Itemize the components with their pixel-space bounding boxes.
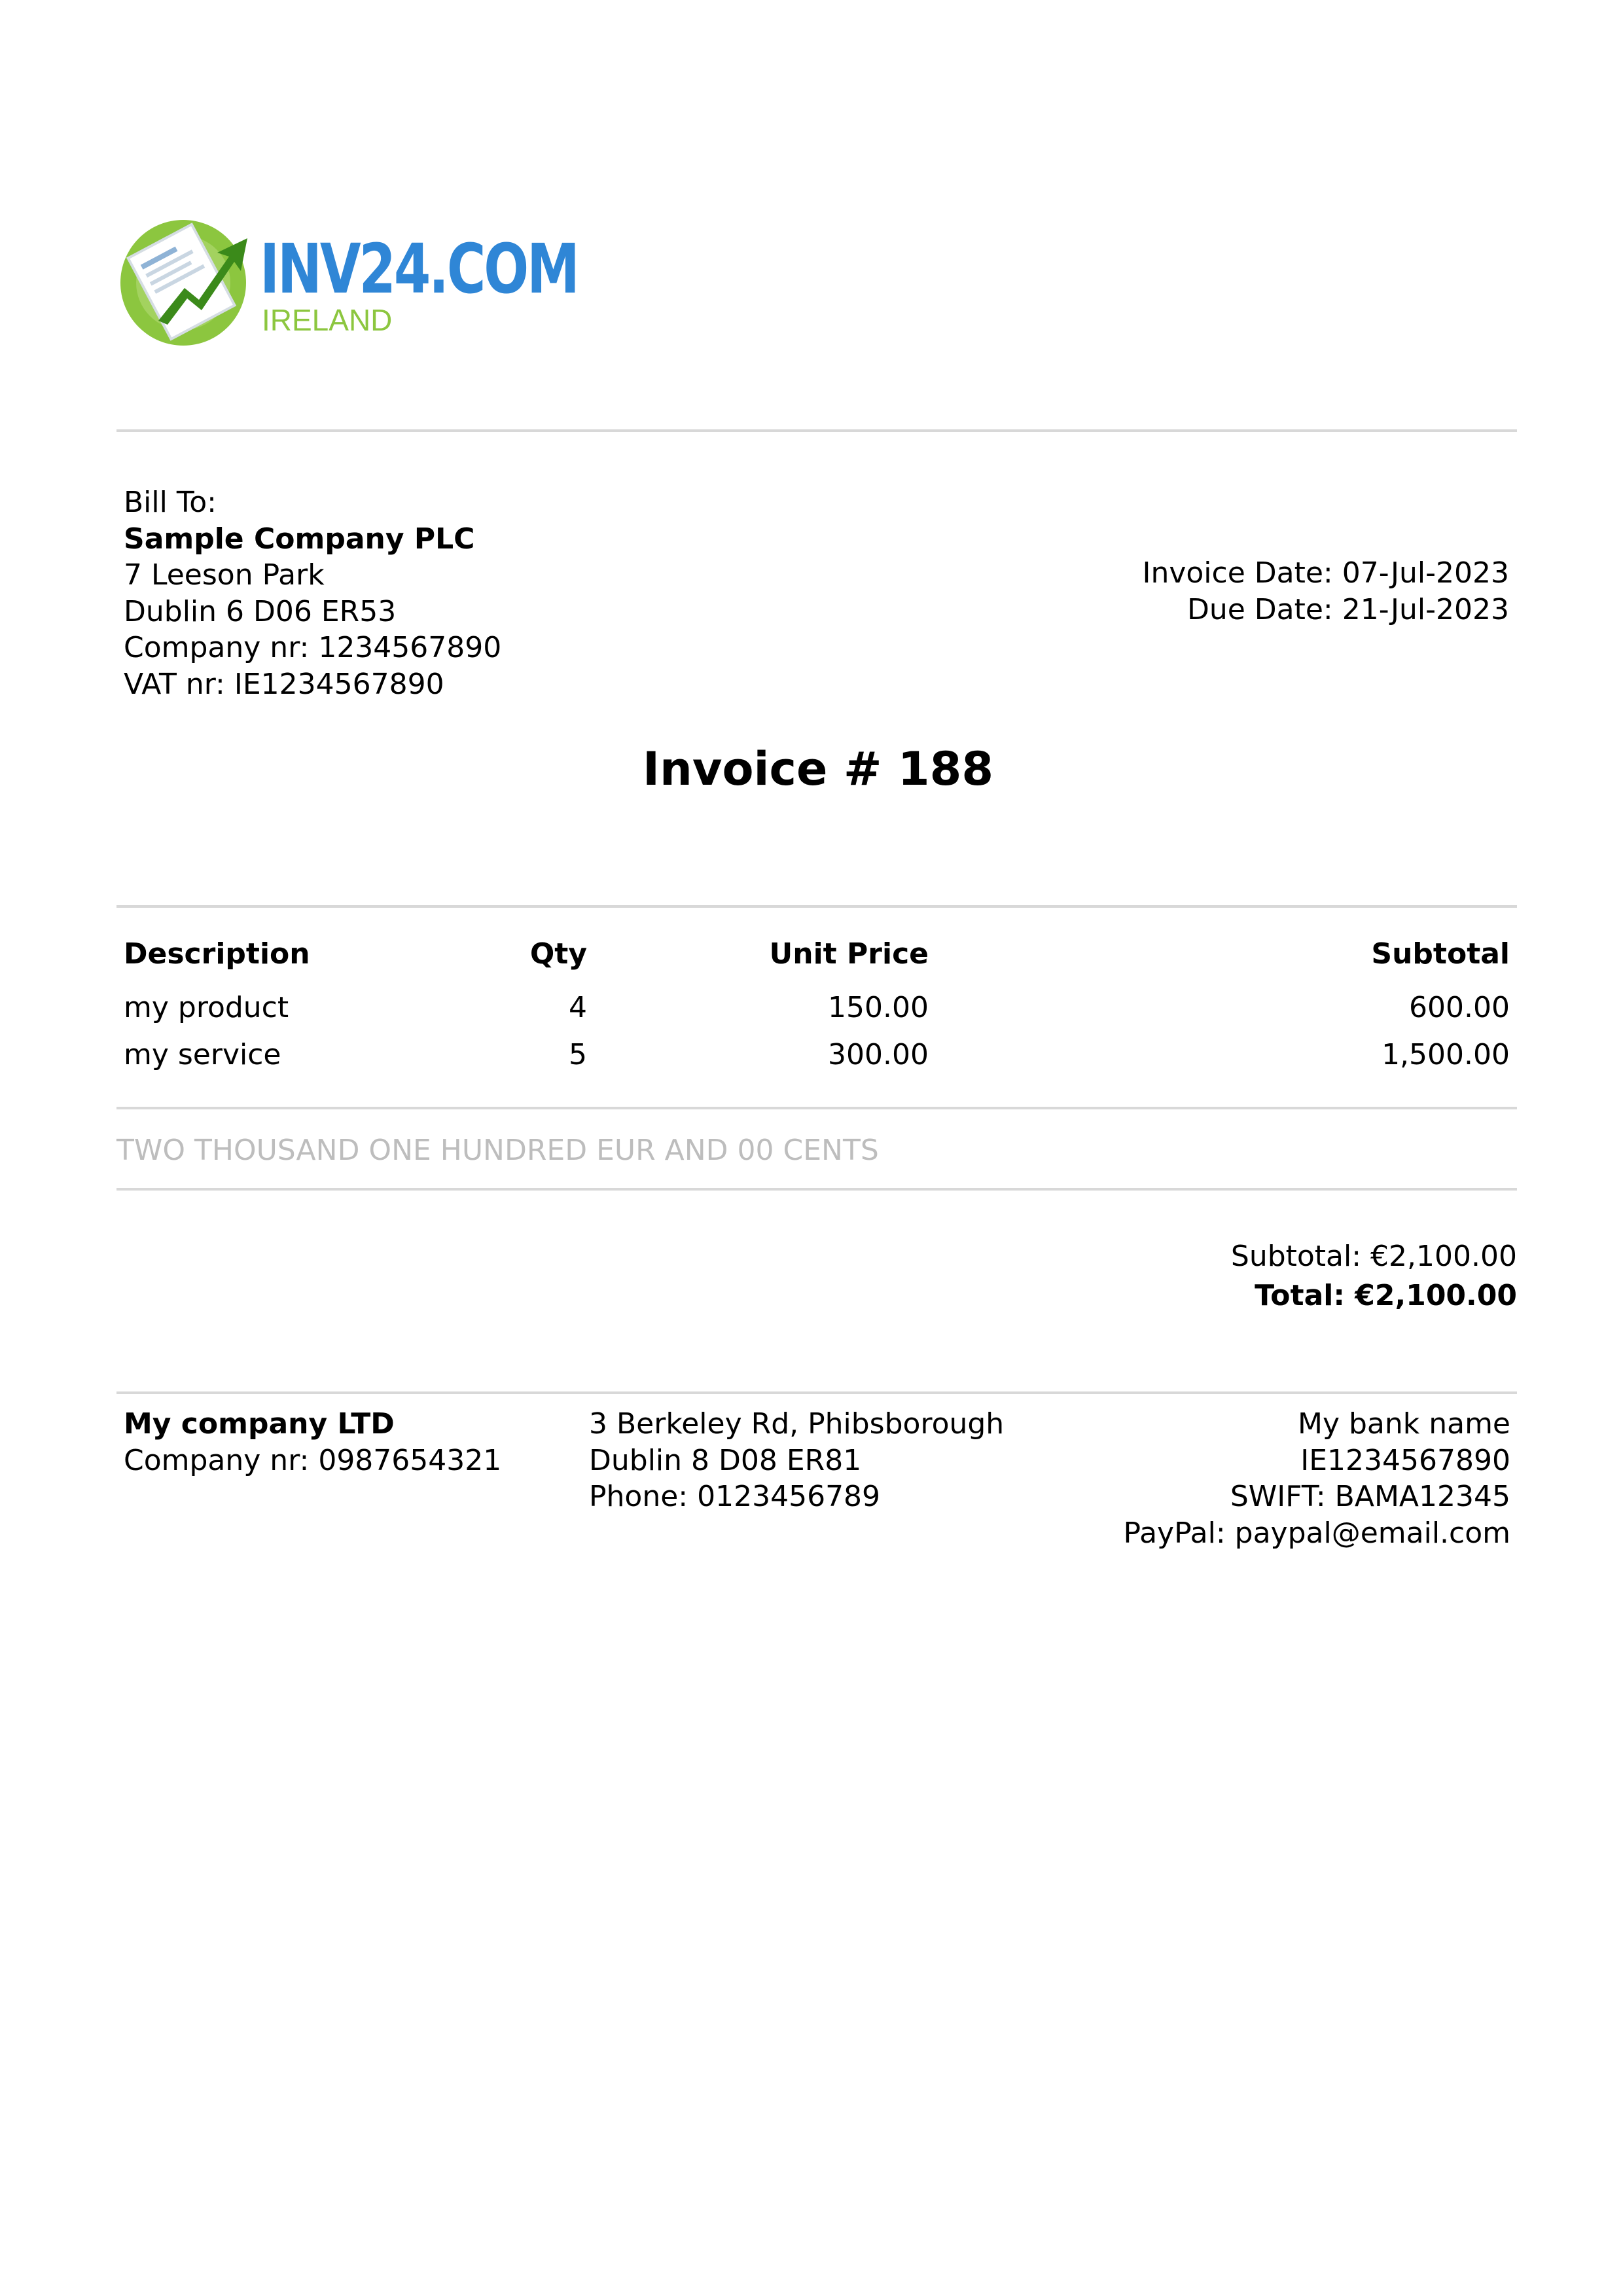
footer-company-name: My company LTD: [124, 1407, 395, 1441]
company-logo: [119, 209, 578, 347]
footer-address-line2: Dublin 8 D08 ER81: [589, 1443, 862, 1477]
footer-iban: IE1234567890: [1300, 1443, 1510, 1477]
footer-divider: [116, 1391, 1517, 1394]
logo-brand-text: INV24.COM: [260, 229, 578, 309]
row-qty: 4: [569, 991, 587, 1024]
footer-bank-name: My bank name: [1297, 1407, 1510, 1441]
totals-subtotal: Subtotal: €2,100.00: [1230, 1240, 1517, 1273]
table-top-divider: [116, 905, 1517, 908]
row-subtotal: 1,500.00: [1382, 1038, 1510, 1071]
bill-to-vat-nr: VAT nr: IE1234567890: [124, 667, 444, 701]
bill-to-label: Bill To:: [124, 486, 217, 519]
amount-in-words: TWO THOUSAND ONE HUNDRED EUR AND 00 CENTS: [116, 1134, 879, 1167]
bill-to-company: Sample Company PLC: [124, 522, 475, 556]
words-divider: [116, 1188, 1517, 1191]
row-description: my product: [124, 991, 289, 1024]
totals-block: [1231, 1237, 1517, 1316]
header-qty: Qty: [529, 937, 587, 971]
header-divider: [116, 429, 1517, 432]
items-table: [124, 936, 1510, 1084]
table-row: [124, 990, 1510, 1037]
table-bottom-divider: [116, 1107, 1517, 1109]
header-subtotal: Subtotal: [1371, 937, 1510, 971]
invoice-dates: [982, 555, 1509, 628]
header-description: Description: [124, 937, 310, 971]
footer-paypal: PayPal: paypal@email.com: [1123, 1516, 1510, 1550]
due-date: Due Date: 21-Jul-2023: [1186, 592, 1509, 626]
bill-to-company-nr: Company nr: 1234567890: [124, 631, 502, 664]
footer-bank: [1124, 1406, 1510, 1551]
bill-to-address-line1: 7 Leeson Park: [124, 558, 325, 592]
row-description: my service: [124, 1038, 281, 1071]
footer-address-line1: 3 Berkeley Rd, Phibsborough: [589, 1407, 1005, 1441]
row-subtotal: 600.00: [1409, 991, 1510, 1024]
row-unit-price: 300.00: [828, 1038, 929, 1071]
logo-region-text: IRELAND: [262, 303, 393, 337]
totals-total: Total: €2,100.00: [1255, 1279, 1517, 1312]
invoice-title: Invoice # 188: [642, 742, 994, 796]
footer-phone: Phone: 0123456789: [589, 1480, 881, 1513]
table-row: [124, 1037, 1510, 1084]
footer-swift: SWIFT: BAMA12345: [1230, 1480, 1510, 1513]
logo-chart-icon: [119, 209, 257, 347]
row-qty: 5: [569, 1038, 587, 1071]
footer-company-nr: Company nr: 0987654321: [124, 1443, 502, 1477]
footer-company: [124, 1406, 501, 1479]
bill-to-block: [124, 484, 501, 702]
bill-to-address-line2: Dublin 6 D06 ER53: [124, 594, 397, 628]
table-header-row: [124, 936, 1510, 990]
row-unit-price: 150.00: [828, 991, 929, 1024]
header-unit-price: Unit Price: [769, 937, 929, 971]
footer-address: [589, 1406, 1004, 1515]
invoice-date: Invoice Date: 07-Jul-2023: [1142, 556, 1509, 590]
